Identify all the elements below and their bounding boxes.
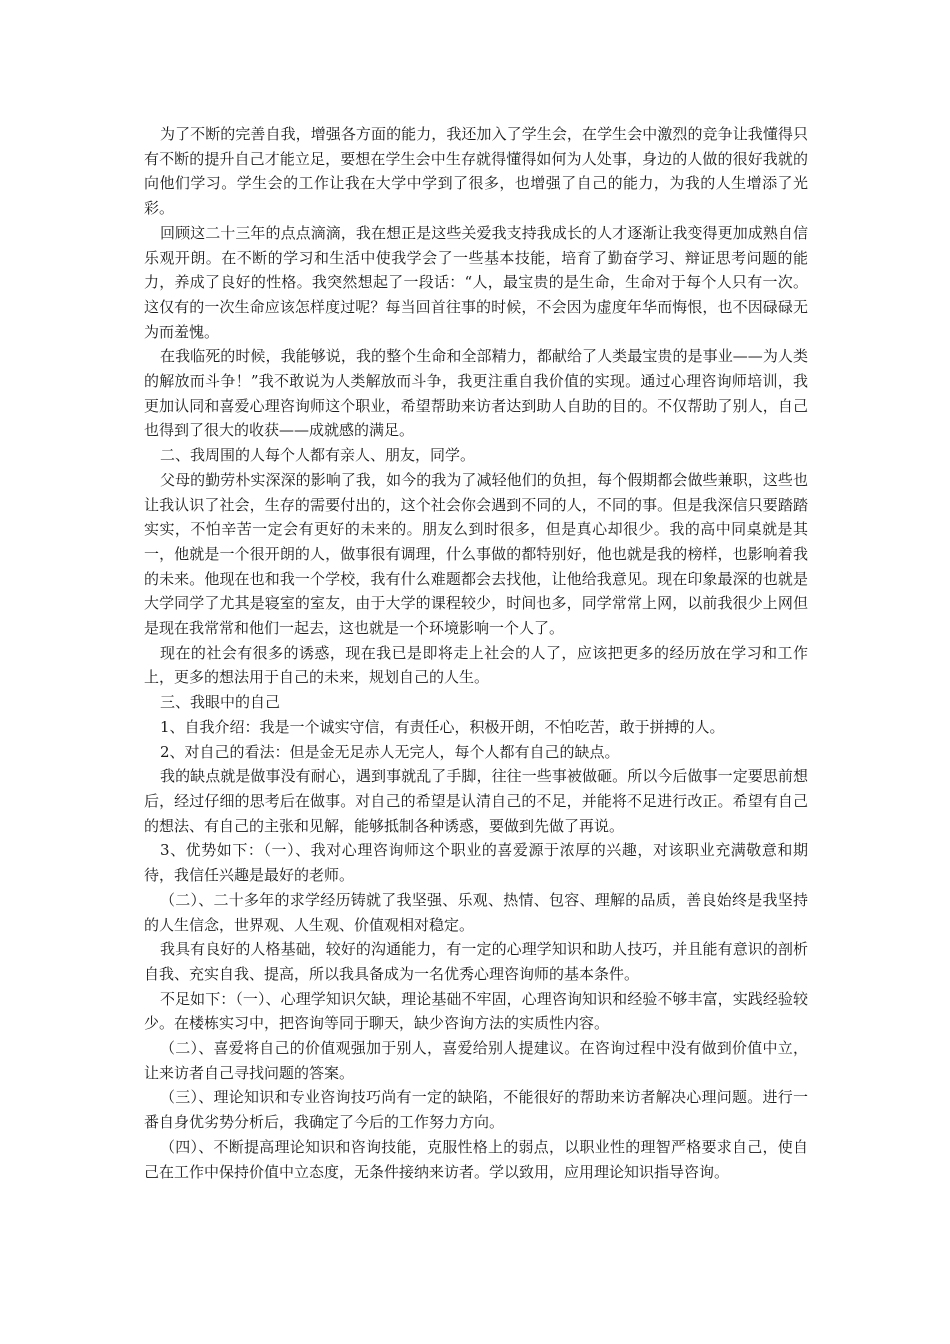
paragraph: 现在的社会有很多的诱惑，现在我已是即将走上社会的人了，应该把更多的经历放在学习和工作上，更多的想法用于自己的未来，规划自己的人生。 xyxy=(144,643,808,687)
paragraph: 我具有良好的人格基础，较好的沟通能力，有一定的心理学知识和助人技巧，并且能有意识的剖析自我、充实自我、提高，所以我具备成为一名优秀心理咨询师的基本条件。 xyxy=(144,940,808,983)
paragraph: 父母的勤劳朴实深深的影响了我，如今的我为了减轻他们的负担，每个假期都会做些兼职，这些也让我认识了社会，生存的需要付出的，这个社会你会遇到不同的人，不同的事。但是我深信只要踏踏实实，不怕辛苦一定会有更好的未来的。朋友么到时很多，但是真心却很少。我的高中同桌就是其一，他就是一个很开朗的人，做事很有调理，什么事做的都特别好，他也就是我的榜样，也影响着我的未来。他现在也和我一个学校，我有什么难题都会去找他，让他给我意见。现在印象最深的也就是大学同学了尤其是寝室的室友，由于大学的课程较少，时间也多，同学常常上网，以前我很少上网但是现在我常常和他们一起去，这也就是一个环境影响一个人了。 xyxy=(144,470,808,638)
section-heading: 二、我周围的人每个人都有亲人、朋友，同学。 xyxy=(160,446,476,465)
paragraph: 1、自我介绍：我是一个诚实守信，有责任心，积极开朗，不怕吃苦，敢于拼搏的人。 xyxy=(160,717,725,736)
paragraph: 3、优势如下：（一）、我对心理咨询师这个职业的喜爱源于浓厚的兴趣，对该职业充满敬意和期待，我信任兴趣是最好的老师。 xyxy=(144,841,808,885)
document-body xyxy=(144,122,808,1184)
paragraph: 在我临死的时候，我能够说，我的整个生命和全部精力，都献给了人类最宝贵的是事业——为人类的解放而斗争！”我不敢说为人类解放而斗争，我更注重自我价值的实现。通过心理咨询师培训，我更加认同和喜爱心理咨询师这个职业，希望帮助来访者达到助人自助的目的。不仅帮助了别人，自己也得到了很大的收获——成就感的满足。 xyxy=(144,347,808,440)
section-heading: 三、我眼中的自己 xyxy=(160,693,281,712)
paragraph: 回顾这二十三年的点点滴滴，我在想正是这些关爱我支持我成长的人才逐渐让我变得更加成熟自信乐观开朗。在不断的学习和生活中使我学会了一些基本技能，培育了勤奋学习、辩证思考问题的能力，养成了良好的性格。我突然想起了一段话：“人，最宝贵的是生命，生命对于每个人只有一次。这仅有的一次生命应该怎样度过呢？每当回首往事的时候，不会因为虚度年华而悔恨，也不因碌碌无为而羞愧。 xyxy=(144,223,808,341)
paragraph: （二）、二十多年的求学经历铸就了我坚强、乐观、热情、包容、理解的品质，善良始终是我坚持的人生信念，世界观、人生观、价值观相对稳定。 xyxy=(144,890,808,934)
paragraph: （四）、不断提高理论知识和咨询技能，克服性格上的弱点，以职业性的理智严格要求自己，使自己在工作中保持价值中立态度，无条件接纳来访者。学以致用，应用理论知识指导咨询。 xyxy=(144,1137,808,1181)
paragraph: 为了不断的完善自我，增强各方面的能力，我还加入了学生会，在学生会中激烈的竞争让我懂得只有不断的提升自己才能立足，要想在学生会中生存就得懂得如何为人处事，身边的人做的很好我就的向他们学习。学生会的工作让我在大学中学到了很多，也增强了自己的能力，为我的人生增添了光彩。 xyxy=(144,125,808,218)
paragraph: （二）、喜爱将自己的价值观强加于别人，喜爱给别人提建议。在咨询过程中没有做到价值中立，让来访者自己寻找问题的答案。 xyxy=(144,1039,808,1082)
paragraph: （三）、理论知识和专业咨询技巧尚有一定的缺陷，不能很好的帮助来访者解决心理问题。进行一番自身优劣势分析后，我确定了今后的工作努力方向。 xyxy=(144,1088,808,1132)
paragraph: 不足如下：（一）、心理学知识欠缺，理论基础不牢固，心理咨询知识和经验不够丰富，实践经验较少。在楼栋实习中，把咨询等同于聊天，缺少咨询方法的实质性内容。 xyxy=(144,989,808,1033)
paragraph: 我的缺点就是做事没有耐心，遇到事就乱了手脚，往往一些事被做砸。所以今后做事一定要思前想后，经过仔细的思考后在做事。对自己的希望是认清自己的不足，并能将不足进行改正。希望有自己的想法、有自己的主张和见解，能够抵制各种诱惑，要做到先做了再说。 xyxy=(144,767,808,835)
paragraph: 2、对自己的看法：但是金无足赤人无完人，每个人都有自己的缺点。 xyxy=(160,742,620,761)
